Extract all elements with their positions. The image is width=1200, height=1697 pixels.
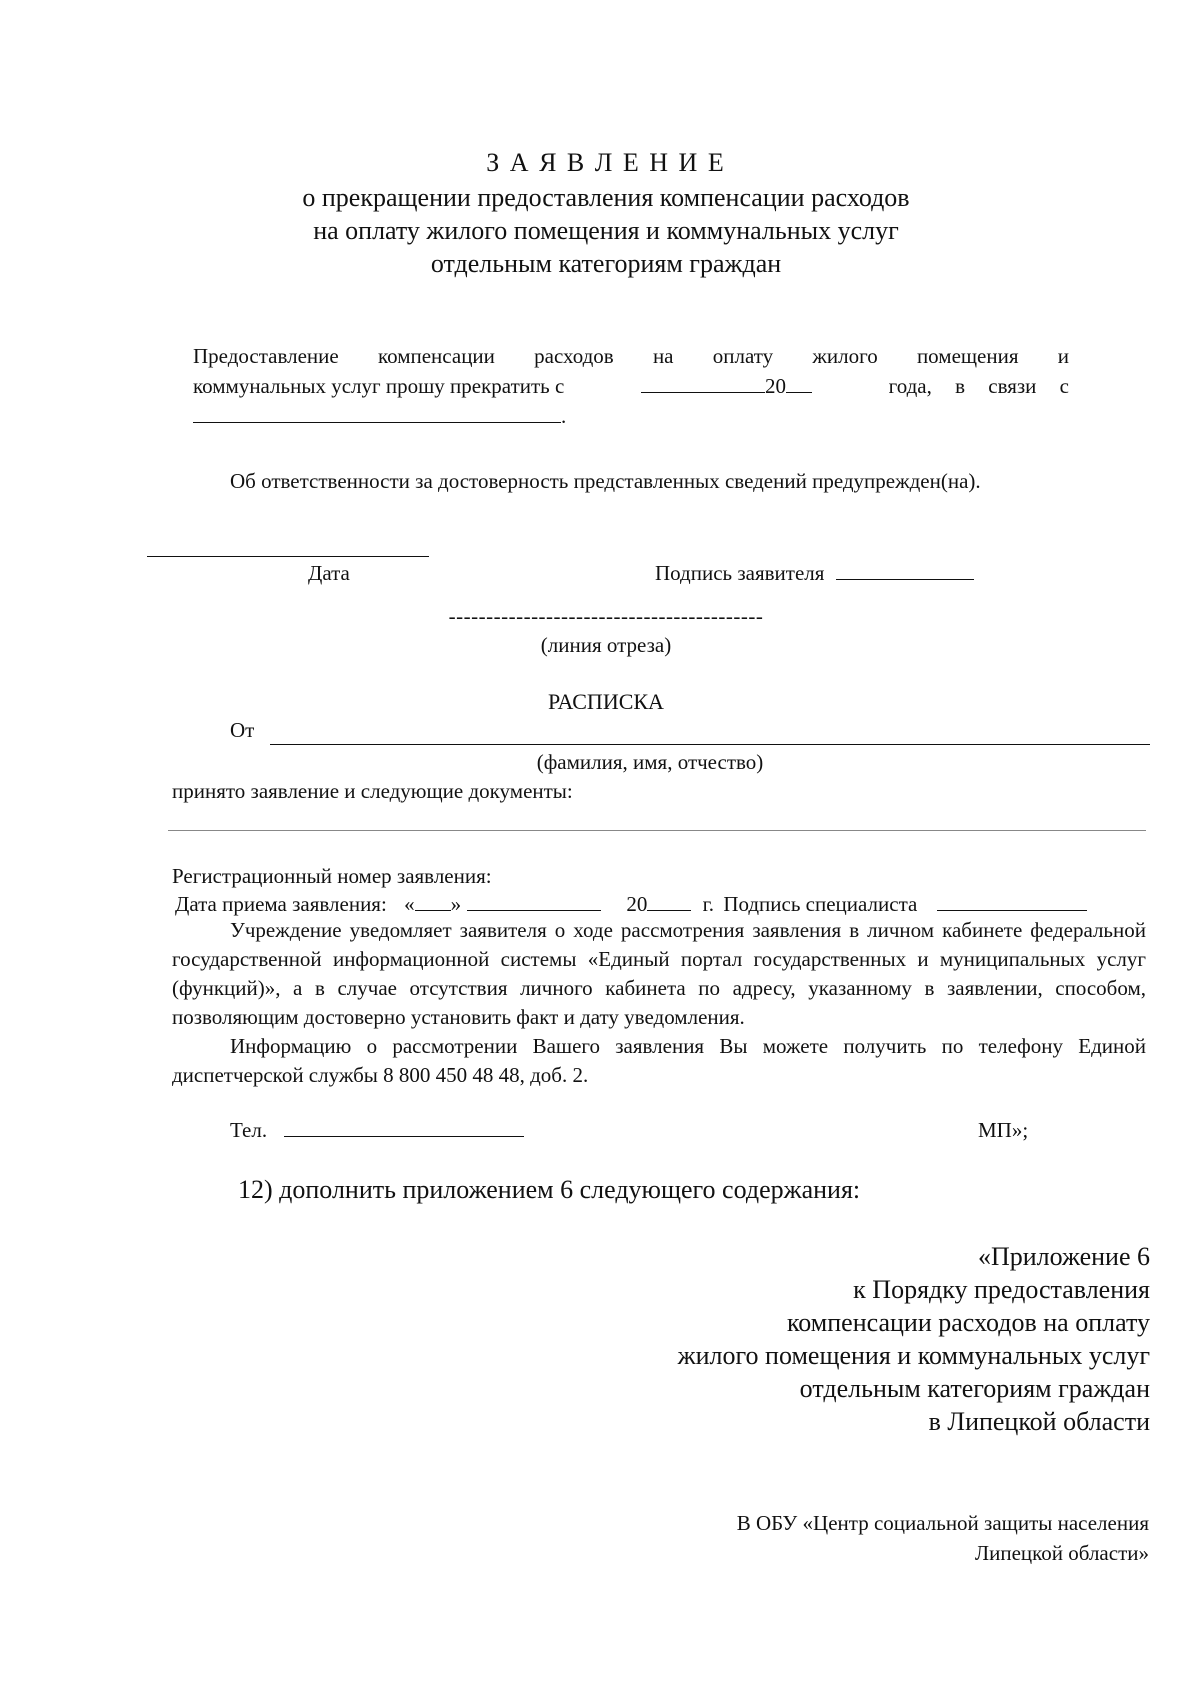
appendix-line-1: «Приложение 6 xyxy=(977,1242,1150,1271)
addressee-line-1: В ОБУ «Центр социальной защиты населения xyxy=(736,1511,1149,1535)
year-suffix: г. xyxy=(702,892,715,916)
notice-paragraph: Учреждение уведомляет заявителя о ходе рассмотрения заявления в личном кабинете федеральной государственной информационной системы «Единый портал государственных и муниципальных услуг (функций)», а в случае отсутствия личного кабинета по адресу, указанному в заявлении, способом, позволяющим достоверно установить факт и дату уведомления. xyxy=(172,918,1146,1029)
quote-close: » xyxy=(450,892,462,916)
reason-field[interactable] xyxy=(193,421,561,423)
cut-line-dashes: ------------------------------------------ xyxy=(448,604,764,628)
subtitle-line-1: о прекращении предоставления компенсации расходов xyxy=(302,183,910,212)
from-label: От xyxy=(230,718,255,742)
reg-number-label: Регистрационный номер заявления: xyxy=(172,864,492,888)
date-line[interactable] xyxy=(147,556,429,557)
document-title: З А Я В Л Е Н И Е xyxy=(486,148,726,177)
specialist-signature-field[interactable] xyxy=(937,909,1087,911)
date-received-label: Дата приема заявления: xyxy=(175,892,387,916)
date-received-row xyxy=(175,892,1087,917)
stop-date-field[interactable] xyxy=(641,374,812,399)
subtitle-line-3: отдельным категориям граждан xyxy=(430,249,782,278)
subtitle-line-2: на оплату жилого помещения и коммунальных услуг xyxy=(313,216,899,245)
amendment-text: 12) дополнить приложением 6 следующего содержания: xyxy=(238,1175,861,1204)
appendix-line-5: отдельным категориям граждан xyxy=(799,1374,1150,1403)
appendix-line-3: компенсации расходов на оплату xyxy=(786,1308,1150,1337)
tel-label: Тел. xyxy=(230,1118,268,1142)
applicant-signature-field[interactable] xyxy=(836,578,974,580)
year-field[interactable] xyxy=(647,909,691,911)
mp-label: МП»; xyxy=(978,1118,1029,1142)
applicant-signature xyxy=(655,561,974,586)
request-line-3-end: . xyxy=(561,404,567,428)
day-field[interactable] xyxy=(415,909,451,911)
date-label: Дата xyxy=(308,561,350,585)
year-prefix-receipt: 20 xyxy=(626,892,648,916)
quote-open: « xyxy=(404,892,415,916)
appendix-line-4: жилого помещения и коммунальных услуг xyxy=(677,1341,1150,1370)
tel-field[interactable] xyxy=(284,1135,524,1137)
documents-list-line[interactable] xyxy=(168,830,1146,831)
info-paragraph: Информацию о рассмотрении Вашего заявления Вы можете получить по телефону Единой диспетчерской службы 8 800 450 48 48, доб. 2. xyxy=(172,1034,1146,1087)
request-line-2-suffix: года, в связи с xyxy=(888,374,1069,398)
appendix-header xyxy=(678,1240,1150,1438)
notice-paragraph-block xyxy=(172,916,1146,1090)
request-line-2 xyxy=(193,374,1069,399)
addressee-line-2: Липецкой области» xyxy=(974,1541,1149,1565)
accepted-documents-text: принято заявление и следующие документы: xyxy=(172,779,573,803)
cut-line-label: (линия отреза) xyxy=(540,633,672,657)
applicant-signature-label: Подпись заявителя xyxy=(655,561,825,585)
request-line-3 xyxy=(193,404,566,429)
appendix-line-2: к Порядку предоставления xyxy=(853,1275,1150,1304)
request-line-1: Предоставление компенсации расходов на оплату жилого помещения и xyxy=(193,344,1069,368)
responsibility-statement: Об ответственности за достоверность представленных сведений предупрежден(на). xyxy=(230,469,981,493)
from-name-field[interactable] xyxy=(270,744,1150,745)
year-prefix: 20 xyxy=(764,374,786,398)
addressee-block xyxy=(737,1508,1149,1568)
name-caption: (фамилия, имя, отчество) xyxy=(536,750,764,774)
request-line-2-prefix: коммунальных услуг прошу прекратить с xyxy=(193,374,565,398)
month-field[interactable] xyxy=(467,909,601,911)
appendix-line-6: в Липецкой области xyxy=(928,1407,1150,1436)
receipt-title: РАСПИСКА xyxy=(548,689,664,714)
tel-row xyxy=(230,1118,524,1143)
specialist-signature-label: Подпись специалиста xyxy=(723,892,918,916)
